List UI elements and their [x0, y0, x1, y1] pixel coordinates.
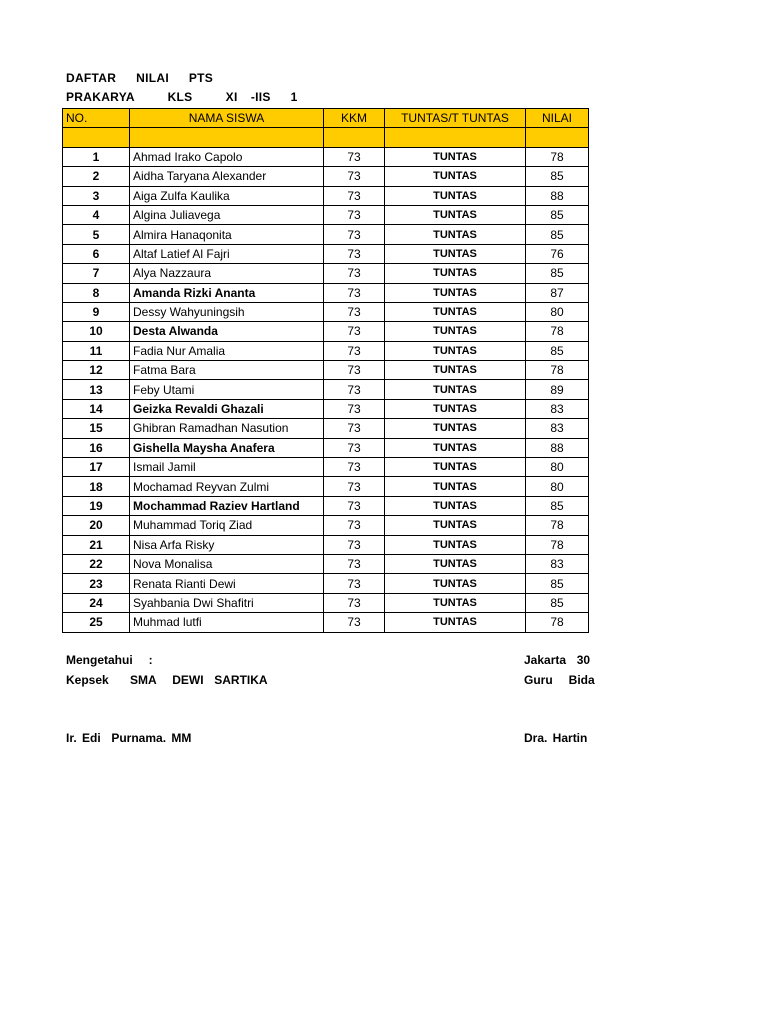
table-row: [63, 399, 589, 418]
principal-title: Kepsek SMA DEWI SARTIKA: [66, 673, 268, 687]
completion-status: TUNTAS: [385, 593, 526, 612]
row-number: 10: [63, 322, 130, 341]
score-value: 85: [526, 225, 589, 244]
table-row: [63, 613, 589, 632]
kkm-value: 73: [324, 341, 385, 360]
kkm-value: 73: [324, 593, 385, 612]
score-value: 76: [526, 244, 589, 263]
score-value: 85: [526, 264, 589, 283]
row-number: 17: [63, 458, 130, 477]
kkm-value: 73: [324, 361, 385, 380]
table-row: [63, 574, 589, 593]
kkm-value: 73: [324, 283, 385, 302]
table-row: [63, 458, 589, 477]
student-name: Nisa Arfa Risky: [130, 535, 324, 554]
table-row: [63, 264, 589, 283]
score-value: 88: [526, 438, 589, 457]
principal-name: Ir. Edi Purnama. MM: [66, 731, 192, 745]
table-header-blank-row: [63, 128, 589, 147]
table-row: [63, 593, 589, 612]
student-name: Ghibran Ramadhan Nasution: [130, 419, 324, 438]
row-number: 8: [63, 283, 130, 302]
row-number: 18: [63, 477, 130, 496]
score-value: 78: [526, 147, 589, 166]
score-value: 78: [526, 516, 589, 535]
row-number: 25: [63, 613, 130, 632]
row-number: 13: [63, 380, 130, 399]
student-name: Muhmad lutfi: [130, 613, 324, 632]
student-name: Mochammad Raziev Hartland: [130, 496, 324, 515]
kkm-value: 73: [324, 613, 385, 632]
student-name: Dessy Wahyuningsih: [130, 302, 324, 321]
table-row: [63, 535, 589, 554]
kkm-value: 73: [324, 516, 385, 535]
row-number: 12: [63, 361, 130, 380]
row-number: 24: [63, 593, 130, 612]
blank-cell: [526, 128, 589, 147]
score-value: 83: [526, 419, 589, 438]
row-number: 22: [63, 554, 130, 573]
column-header-status: TUNTAS/T TUNTAS: [385, 109, 526, 128]
row-number: 4: [63, 205, 130, 224]
completion-status: TUNTAS: [385, 554, 526, 573]
score-value: 85: [526, 205, 589, 224]
student-name: Renata Rianti Dewi: [130, 574, 324, 593]
student-name: Gishella Maysha Anafera: [130, 438, 324, 457]
student-name: Altaf Latief Al Fajri: [130, 244, 324, 263]
score-value: 78: [526, 613, 589, 632]
completion-status: TUNTAS: [385, 613, 526, 632]
table-row: [63, 554, 589, 573]
score-value: 80: [526, 477, 589, 496]
score-value: 80: [526, 458, 589, 477]
score-value: 85: [526, 341, 589, 360]
student-name: Fatma Bara: [130, 361, 324, 380]
kkm-value: 73: [324, 438, 385, 457]
kkm-value: 73: [324, 399, 385, 418]
row-number: 2: [63, 167, 130, 186]
kkm-value: 73: [324, 419, 385, 438]
row-number: 16: [63, 438, 130, 457]
student-name: Amanda Rizki Ananta: [130, 283, 324, 302]
table-row: [63, 186, 589, 205]
score-value: 83: [526, 399, 589, 418]
table-row: [63, 516, 589, 535]
column-header-no: NO.: [63, 109, 130, 128]
place-date: Jakarta 30: [524, 653, 591, 667]
kkm-value: 73: [324, 477, 385, 496]
completion-status: TUNTAS: [385, 225, 526, 244]
completion-status: TUNTAS: [385, 302, 526, 321]
row-number: 3: [63, 186, 130, 205]
grades-table: [62, 108, 589, 633]
score-value: 83: [526, 554, 589, 573]
score-value: 85: [526, 496, 589, 515]
completion-status: TUNTAS: [385, 438, 526, 457]
blank-cell: [130, 128, 324, 147]
completion-status: TUNTAS: [385, 477, 526, 496]
completion-status: TUNTAS: [385, 361, 526, 380]
table-row: [63, 380, 589, 399]
kkm-value: 73: [324, 302, 385, 321]
table-row: [63, 322, 589, 341]
student-name: Ismail Jamil: [130, 458, 324, 477]
student-name: Almira Hanaqonita: [130, 225, 324, 244]
table-row: [63, 205, 589, 224]
completion-status: TUNTAS: [385, 458, 526, 477]
score-value: 78: [526, 535, 589, 554]
kkm-value: 73: [324, 458, 385, 477]
row-number: 23: [63, 574, 130, 593]
kkm-value: 73: [324, 244, 385, 263]
completion-status: TUNTAS: [385, 574, 526, 593]
kkm-value: 73: [324, 186, 385, 205]
row-number: 5: [63, 225, 130, 244]
row-number: 15: [63, 419, 130, 438]
completion-status: TUNTAS: [385, 147, 526, 166]
row-number: 21: [63, 535, 130, 554]
student-name: Muhammad Toriq Ziad: [130, 516, 324, 535]
row-number: 19: [63, 496, 130, 515]
score-value: 78: [526, 361, 589, 380]
table-row: [63, 147, 589, 166]
table-row: [63, 496, 589, 515]
student-name: Mochamad Reyvan Zulmi: [130, 477, 324, 496]
student-name: Aiga Zulfa Kaulika: [130, 186, 324, 205]
kkm-value: 73: [324, 264, 385, 283]
column-header-name: NAMA SISWA: [130, 109, 324, 128]
completion-status: TUNTAS: [385, 535, 526, 554]
kkm-value: 73: [324, 225, 385, 244]
completion-status: TUNTAS: [385, 322, 526, 341]
teacher-name: Dra. Hartin: [524, 731, 588, 745]
completion-status: TUNTAS: [385, 244, 526, 263]
completion-status: TUNTAS: [385, 205, 526, 224]
score-value: 89: [526, 380, 589, 399]
score-value: 85: [526, 574, 589, 593]
completion-status: TUNTAS: [385, 419, 526, 438]
student-name: Desta Alwanda: [130, 322, 324, 341]
completion-status: TUNTAS: [385, 380, 526, 399]
completion-status: TUNTAS: [385, 186, 526, 205]
completion-status: TUNTAS: [385, 516, 526, 535]
table-header-row: [63, 109, 589, 128]
row-number: 14: [63, 399, 130, 418]
student-name: Fadia Nur Amalia: [130, 341, 324, 360]
score-value: 85: [526, 593, 589, 612]
teacher-title: Guru Bida: [524, 673, 595, 687]
kkm-value: 73: [324, 147, 385, 166]
table-row: [63, 438, 589, 457]
completion-status: TUNTAS: [385, 341, 526, 360]
column-header-kkm: KKM: [324, 109, 385, 128]
score-value: 85: [526, 167, 589, 186]
table-row: [63, 361, 589, 380]
row-number: 6: [63, 244, 130, 263]
table-row: [63, 419, 589, 438]
kkm-value: 73: [324, 167, 385, 186]
score-value: 88: [526, 186, 589, 205]
table-row: [63, 477, 589, 496]
row-number: 7: [63, 264, 130, 283]
score-value: 78: [526, 322, 589, 341]
student-name: Feby Utami: [130, 380, 324, 399]
completion-status: TUNTAS: [385, 264, 526, 283]
table-row: [63, 341, 589, 360]
table-row: [63, 225, 589, 244]
blank-cell: [63, 128, 130, 147]
student-name: Algina Juliavega: [130, 205, 324, 224]
kkm-value: 73: [324, 380, 385, 399]
score-value: 87: [526, 283, 589, 302]
kkm-value: 73: [324, 205, 385, 224]
student-name: Nova Monalisa: [130, 554, 324, 573]
document-title: DAFTAR NILAI PTS: [66, 71, 214, 85]
table-row: [63, 244, 589, 263]
column-header-nilai: NILAI: [526, 109, 589, 128]
student-name: Geizka Revaldi Ghazali: [130, 399, 324, 418]
row-number: 1: [63, 147, 130, 166]
student-name: Aidha Taryana Alexander: [130, 167, 324, 186]
student-name: Alya Nazzaura: [130, 264, 324, 283]
row-number: 9: [63, 302, 130, 321]
acknowledged-label: Mengetahui :: [66, 653, 153, 667]
completion-status: TUNTAS: [385, 399, 526, 418]
completion-status: TUNTAS: [385, 167, 526, 186]
score-value: 80: [526, 302, 589, 321]
completion-status: TUNTAS: [385, 283, 526, 302]
kkm-value: 73: [324, 322, 385, 341]
table-row: [63, 283, 589, 302]
row-number: 20: [63, 516, 130, 535]
table-row: [63, 167, 589, 186]
kkm-value: 73: [324, 554, 385, 573]
blank-cell: [385, 128, 526, 147]
kkm-value: 73: [324, 496, 385, 515]
student-name: Syahbania Dwi Shafitri: [130, 593, 324, 612]
row-number: 11: [63, 341, 130, 360]
blank-cell: [324, 128, 385, 147]
table-row: [63, 302, 589, 321]
kkm-value: 73: [324, 574, 385, 593]
document-subtitle: PRAKARYA KLS XI -IIS 1: [66, 90, 298, 104]
student-name: Ahmad Irako Capolo: [130, 147, 324, 166]
completion-status: TUNTAS: [385, 496, 526, 515]
kkm-value: 73: [324, 535, 385, 554]
